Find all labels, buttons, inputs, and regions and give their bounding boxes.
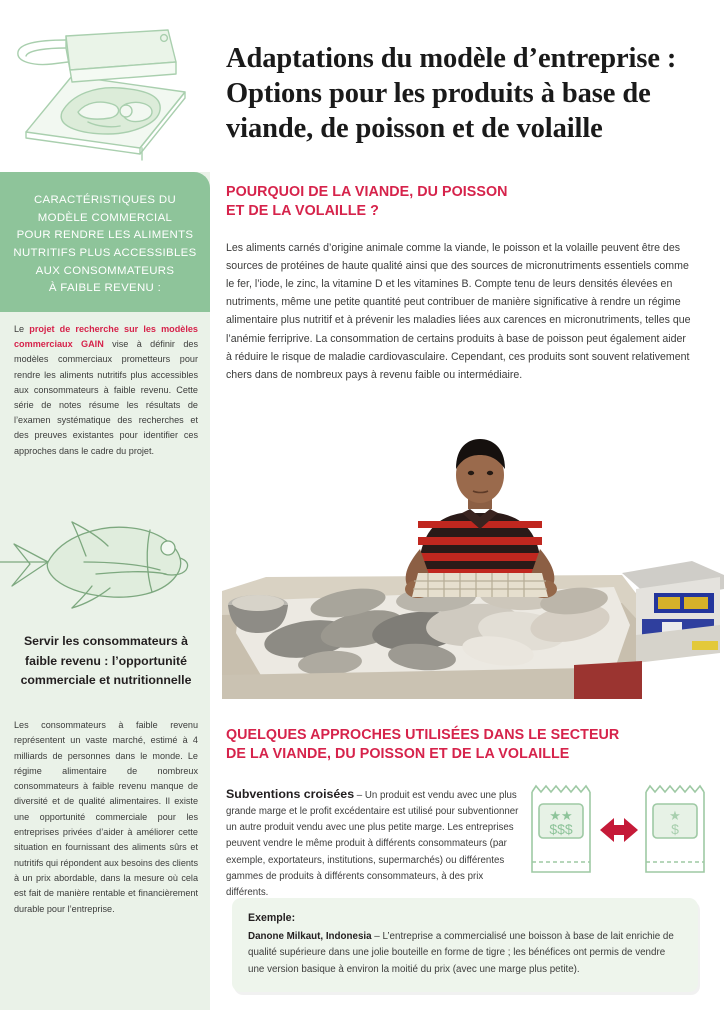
example-title: Exemple: bbox=[248, 912, 296, 924]
example-text: – L’entreprise a commercialisé une boisson à base de lait enrichie de qualité supérieure dans une jolie bouteille en forme de tigre ; les bénéfices ont permis de vendre une version basique à environ la moitié du prix (avec une marge plus petite). bbox=[248, 931, 674, 975]
section-heading-approaches-line2: DE LA VIANDE, DU POISSON ET DE LA VOLAILLE bbox=[226, 745, 570, 762]
right-packet-stars: ★ bbox=[669, 808, 681, 823]
cross-subsidy-lead: Subventions croisées bbox=[226, 786, 355, 801]
main-column bbox=[226, 0, 708, 1024]
left-packet-stars: ★★ bbox=[549, 808, 573, 823]
sidebar-body-text: Les consommateurs à faible revenu représentent un vaste marché, estimé à 4 milliards de personnes dans le monde. Le régime alimentaire de nombreux consommateurs à faible revenu manque de diversité et de qualité alimentaires. Il existe une opportunité commerciale pour les entreprises privées d’aider à améliorer cette situation en fournissant des aliments sûrs et nutritifs qui répondent aux besoins des clients à un prix abordable, dans la mesure où cela est fait de manière rentable et financièrement durable pour l’entreprise. bbox=[14, 720, 199, 914]
left-packet-price: $$$ bbox=[549, 821, 573, 837]
intro-paragraph: Les aliments carnés d’origine animale comme la viande, le poisson et la volaille peuvent être des sources de protéines de haute qualité ainsi que des sources de micronutriments essentiels comme le fer, l’iode, le zinc, la vitamine D et les vitamines B. Compte tenu de leurs densités élevées en nutriments, même une petite quantité peut contribuer de manière significative à rendre un régime alimentaire plus nutritif et à prévenir les maladies liées aux carences en micronutriments, telles que l’anémie ferriprive. La consommation de certains produits à base de poisson peut également aider à réduire le risque de maladie cardiovasculaire. Cependant, ces produits sont souvent relativement chers dans de nombreux pays à revenu faible ou intermédiaire. bbox=[226, 241, 691, 382]
left-sidebar bbox=[0, 0, 210, 1010]
section-heading-why bbox=[226, 183, 696, 220]
green-header-line-2: POUR RENDRE LES ALIMENTS bbox=[16, 229, 194, 242]
example-body bbox=[248, 929, 682, 978]
double-arrow-icon bbox=[600, 818, 638, 842]
example-company: Danone Milkaut, Indonesia bbox=[248, 931, 372, 942]
cleaver-and-meat-illustration bbox=[0, 0, 210, 172]
section-heading-approaches bbox=[226, 726, 704, 763]
project-note-prefix: Le bbox=[14, 324, 30, 334]
project-note-highlight: projet de recherche sur les modèles commerciaux GAIN bbox=[14, 324, 198, 350]
fish-market-vendor-photo bbox=[222, 425, 724, 709]
green-header-line-3: NUTRITIFS PLUS ACCESSIBLES bbox=[13, 247, 197, 259]
page-title: Adaptations du modèle d’entreprise : Options pour les produits à base de viande, de poisson et de volaille bbox=[226, 43, 677, 145]
fish-illustration bbox=[0, 500, 210, 618]
green-header-line-0: CARACTÉRISTIQUES DU bbox=[33, 194, 177, 207]
project-note-rest: vise à définir des modèles commerciaux prometteurs pour rendre les aliments nutritifs plus accessibles aux consommateurs à faible revenu. Cette série de notes résume les résultats de l’examen systématique des recherches et des preuves existantes pour identifier ces approches dans le cadre du projet. bbox=[14, 339, 198, 456]
section-heading-approaches-line1: QUELQUES APPROCHES UTILISÉES DANS LE SECTEUR bbox=[226, 727, 620, 743]
sidebar-project-note bbox=[14, 322, 198, 459]
green-header-line-4: AUX CONSOMMATEURS bbox=[35, 264, 175, 277]
sidebar-green-header bbox=[0, 172, 210, 312]
green-header-line-1: MODÈLE COMMERCIAL bbox=[37, 211, 173, 224]
green-header-line-5: À FAIBLE REVENU : bbox=[48, 282, 162, 295]
sidebar-subheading: Servir les consommateurs à faible revenu : l’opportunité commerciale et nutritionnelle bbox=[20, 634, 192, 687]
right-packet-price: $ bbox=[671, 821, 679, 837]
cross-subsidy-paragraph bbox=[226, 786, 526, 901]
section-heading-why-line2: ET DE LA VOLAILLE ? bbox=[226, 202, 379, 219]
packets-illustration bbox=[524, 778, 714, 888]
section-heading-why-line1: POURQUOI DE LA VIANDE, DU POISSON bbox=[226, 184, 508, 200]
cross-subsidy-text: – Un produit est vendu avec une plus grande marge et le profit excédentaire est utilisé pour subventionner un autre produit vendu avec une plus petite marge. Les entreprises peuvent vendre le même produit à différents consommateurs (par exemple, exportateurs, institutions, supermarchés) ou différentes gammes de produits à différents consommateurs, à des prix différents. bbox=[226, 789, 519, 898]
example-box bbox=[232, 898, 698, 992]
